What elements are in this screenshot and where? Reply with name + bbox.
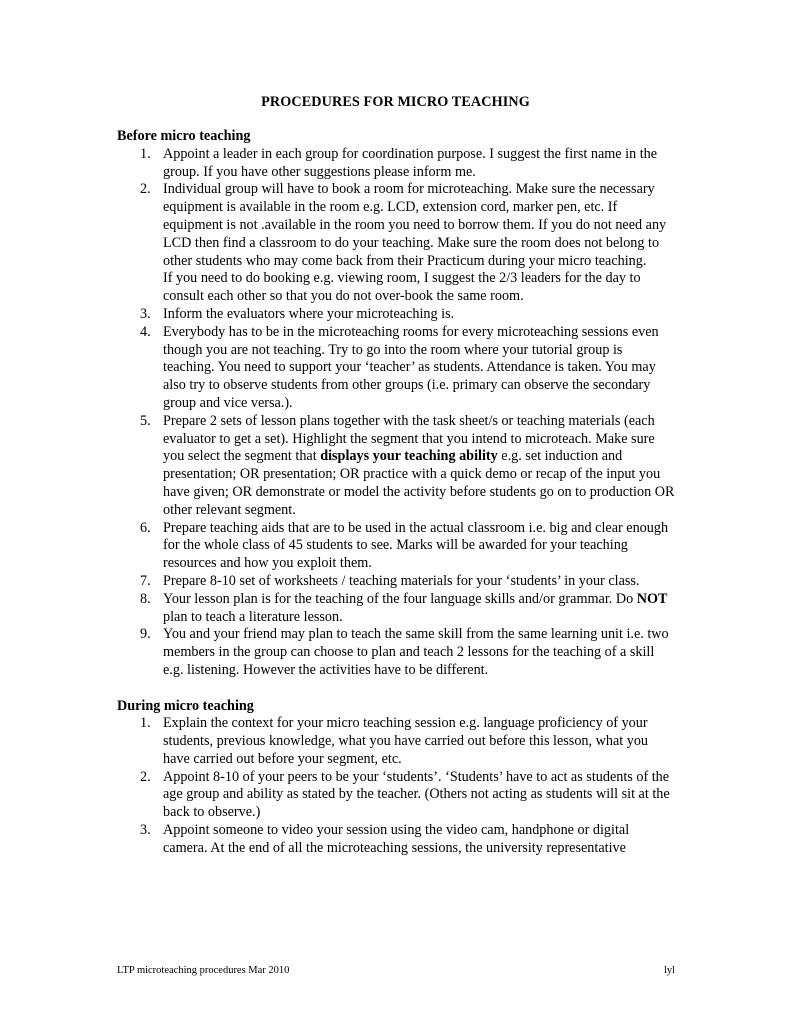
list-item <box>117 715 677 768</box>
item-number: 5. <box>140 412 151 429</box>
list-item <box>117 520 677 573</box>
item-text: You and your friend may plan to teach the same skill from the same learning unit i.e. two members in the group can choose to plan and teach 2 lessons for the teaching of a skill e.g. listening. However the activities have to be different. <box>163 626 669 678</box>
item-text-part: e.g. set induction and presentation; OR presentation; OR practice with a quick demo or recap of the input you have given; OR demonstrate or model the activity before students go on to production OR other relevant segment. <box>163 448 675 518</box>
item-text: Prepare teaching aids that are to be used in the actual classroom i.e. big and clear enough for the whole class of 45 students to see. Marks will be awarded for your teaching resources and how you exploit them. <box>163 519 669 572</box>
footer-right-text: lyl <box>664 965 676 976</box>
item-text: Prepare 8-10 set of worksheets / teaching materials for your ‘students’ in your class. <box>163 572 640 589</box>
footer-left-text: LTP microteaching procedures Mar 2010 <box>117 965 290 976</box>
item-text: Everybody has to be in the microteaching rooms for every microteaching sessions even though you are not teaching. Try to go into the room where your tutorial group is teaching. You need to support your ‘teacher’ as students. Attendance is taken. You may also try to observe students from other groups (i.e. primary can observe the secondary group and vice versa.). <box>163 323 659 411</box>
item-text: Inform the evaluators where your microteaching is. <box>163 305 455 322</box>
document-body <box>117 128 677 858</box>
list-item <box>117 822 677 858</box>
during-list <box>117 715 677 857</box>
item-text <box>163 591 677 627</box>
document-title: PROCEDURES FOR MICRO TEACHING <box>261 94 530 110</box>
list-item <box>117 306 677 324</box>
item-text-part: Your lesson plan is for the teaching of the four language skills and/or grammar. Do <box>163 590 637 607</box>
item-text: Explain the context for your micro teaching session e.g. language proficiency of your students, previous knowledge, what you have carried out before this lesson, what you have carried out before your segment, etc. <box>163 715 649 767</box>
list-item <box>117 413 677 520</box>
item-text-part: Prepare 2 sets of lesson plans together with the task sheet/s or teaching materials (each evaluator to get a set). Highlight the segment that you intend to microteach. Make sure you select the segment that <box>163 412 655 465</box>
item-number: 6. <box>140 519 151 536</box>
item-text-bold: displays your teaching ability <box>320 448 498 465</box>
section-heading-during: During micro teaching <box>117 697 254 714</box>
item-number: 4. <box>140 323 151 340</box>
item-text: Appoint a leader in each group for coordination purpose. I suggest the first name in the group. If you have other suggestions please inform me. <box>163 145 658 180</box>
item-number: 2. <box>140 181 151 198</box>
item-number: 3. <box>140 822 151 839</box>
item-extra-text: If you need to do booking e.g. viewing room, I suggest the 2/3 leaders for the day to consult each other so that you do not over-book the same room. <box>163 270 641 305</box>
item-number: 1. <box>140 715 151 732</box>
item-number: 1. <box>140 145 151 162</box>
list-item <box>117 626 677 679</box>
list-item <box>117 181 677 306</box>
item-number: 2. <box>140 768 151 785</box>
item-number: 8. <box>140 590 151 607</box>
section-heading-before: Before micro teaching <box>117 128 251 144</box>
item-text: Individual group will have to book a room for microteaching. Make sure the necessary equipment is available in the room e.g. LCD, extension cord, marker pen, etc. If equipment is not .available in the room you need to borrow them. If you do not need any LCD then find a classroom to do your teaching. Make sure the room does not belong to other students who may come back from their Practicum during your micro teaching. <box>163 181 667 269</box>
list-item <box>117 769 677 822</box>
list-item <box>117 591 677 627</box>
before-list <box>117 146 677 680</box>
list-item <box>117 146 677 182</box>
item-text-part: plan to teach a literature lesson. <box>163 608 343 625</box>
item-text-bold: NOT <box>636 590 668 607</box>
item-text <box>163 413 677 520</box>
list-item <box>117 573 677 591</box>
item-text: Appoint someone to video your session using the video cam, handphone or digital camera. At the end of all the microteaching sessions, the university representative <box>163 822 630 856</box>
list-item <box>117 324 677 413</box>
section-spacer <box>117 680 677 698</box>
item-text: Appoint 8-10 of your peers to be your ‘students’. ‘Students’ have to act as students of the age group and ability as stated by the teacher. (Others not acting as students will sit at the back to observe.) <box>163 768 670 821</box>
item-number: 7. <box>140 572 151 589</box>
item-number: 3. <box>140 305 151 322</box>
item-number: 9. <box>140 626 151 643</box>
